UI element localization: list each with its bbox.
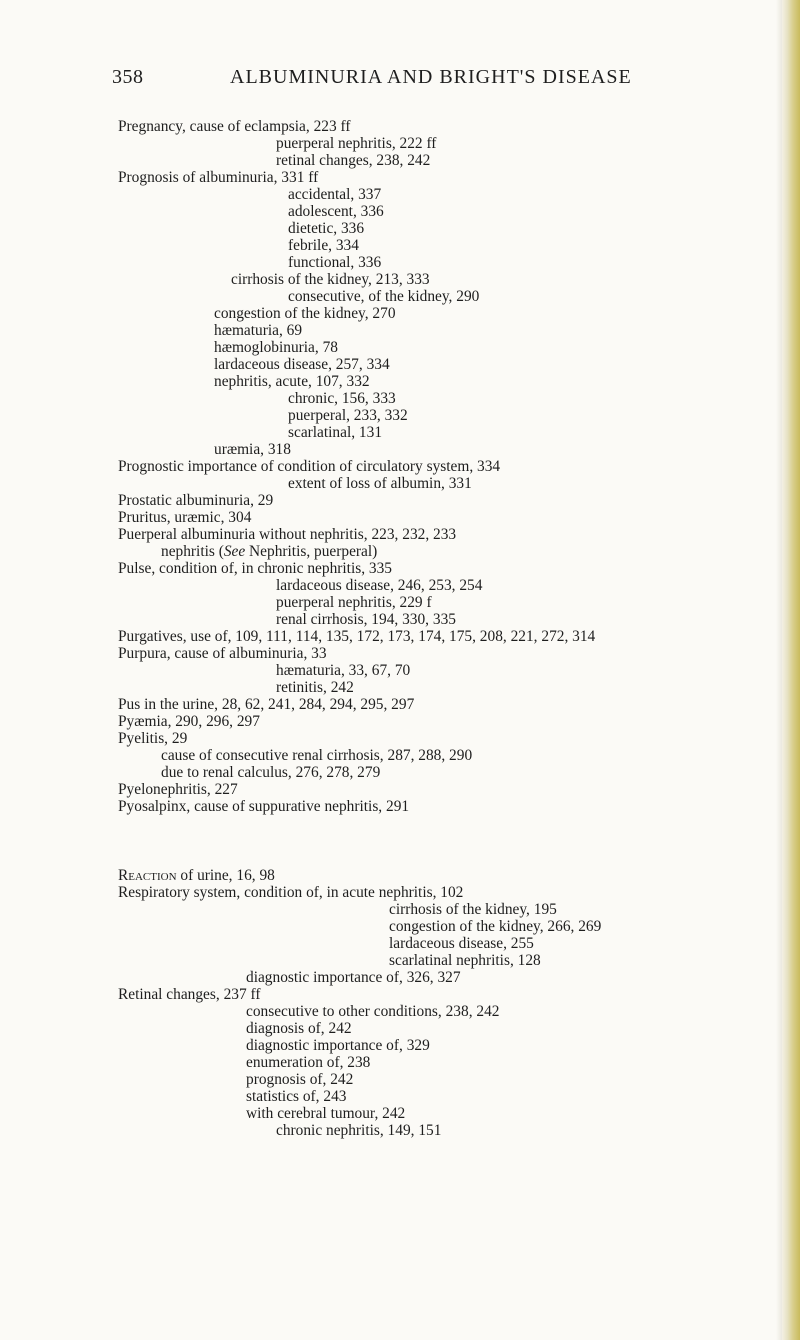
index-subentry: with cerebral tumour, 242 [246, 1105, 406, 1122]
index-entry: Puerperal albuminuria without nephritis, 223, 232, 233 [118, 526, 457, 543]
index-subentry: puerperal nephritis, 229 f [276, 594, 432, 611]
index-subentry: puerperal nephritis, 222 ff [276, 135, 437, 152]
index-entry: Purgatives, use of, 109, 111, 114, 135, 172, 173, 174, 175, 208, 221, 272, 314 [118, 628, 596, 645]
index-subentry: hæmaturia, 69 [214, 322, 303, 339]
index-subentry: accidental, 337 [288, 186, 382, 203]
index-subentry: due to renal calculus, 276, 278, 279 [161, 764, 381, 781]
see-suffix: Nephritis, puerperal) [245, 543, 378, 560]
section-gap [0, 815, 780, 841]
index-subentry: congestion of the kidney, 266, 269 [389, 918, 602, 935]
index-subentry: scarlatinal, 131 [288, 424, 383, 441]
index-subentry: lardaceous disease, 255 [389, 935, 534, 952]
index-subentry: diagnostic importance of, 329 [246, 1037, 430, 1054]
index-subentry: adolescent, 336 [288, 203, 384, 220]
index-subentry: hæmaturia, 33, 67, 70 [276, 662, 411, 679]
index-subentry: diagnosis of, 242 [246, 1020, 352, 1037]
index-subentry: consecutive, of the kidney, 290 [288, 288, 480, 305]
index-subentry: hæmoglobinuria, 78 [214, 339, 338, 356]
index-entry: Pruritus, uræmic, 304 [118, 509, 252, 526]
index-entry: Pus in the urine, 28, 62, 241, 284, 294, 295, 297 [118, 696, 415, 713]
index-subentry: cause of consecutive renal cirrhosis, 287, 288, 290 [161, 747, 473, 764]
index-entry: Prostatic albuminuria, 29 [118, 492, 274, 509]
index-entry: Retinal changes, 237 ff [118, 986, 261, 1003]
index-entry: Pyæmia, 290, 296, 297 [118, 713, 260, 730]
index-subentry: cirrhosis of the kidney, 195 [389, 901, 557, 918]
index-entry: Prognostic importance of condition of circulatory system, 334 [118, 458, 501, 475]
index-subentry: lardaceous disease, 257, 334 [214, 356, 390, 373]
index-subentry: prognosis of, 242 [246, 1071, 354, 1088]
index-entry: Respiratory system, condition of, in acute nephritis, 102 [118, 884, 464, 901]
index-subentry: chronic, 156, 333 [288, 390, 396, 407]
index-subentry: puerperal, 233, 332 [288, 407, 408, 424]
index-subentry [0, 543, 780, 560]
index-entry: Pyosalpinx, cause of suppurative nephritis, 291 [118, 798, 410, 815]
index-subentry: retinal changes, 238, 242 [276, 152, 431, 169]
index-subentry: statistics of, 243 [246, 1088, 347, 1105]
running-header [112, 66, 632, 94]
index-entry: Pulse, condition of, in chronic nephritis, 335 [118, 560, 393, 577]
page-edge [782, 0, 800, 1340]
index-subentry: functional, 336 [288, 254, 382, 271]
see-reference: See [223, 543, 246, 560]
index-subentry: renal cirrhosis, 194, 330, 335 [276, 611, 456, 628]
index-subentry: nephritis, acute, 107, 332 [214, 373, 370, 390]
index-subentry: cirrhosis of the kidney, 213, 333 [231, 271, 430, 288]
index-entry: Pregnancy, cause of eclampsia, 223 ff [118, 118, 351, 135]
section-gap [0, 841, 780, 867]
index-subentry: febrile, 334 [288, 237, 359, 254]
index-entry: Pyelitis, 29 [118, 730, 188, 747]
index-subentry: uræmia, 318 [214, 441, 291, 458]
index-entry [0, 867, 780, 884]
index-entry: Pyelonephritis, 227 [118, 781, 238, 798]
page-number: 358 [112, 66, 144, 88]
index-entries [0, 118, 780, 1139]
index-subentry: diagnostic importance of, 326, 327 [246, 969, 461, 986]
index-subentry: retinitis, 242 [276, 679, 354, 696]
index-subentry: consecutive to other conditions, 238, 242 [246, 1003, 500, 1020]
index-entry: Prognosis of albuminuria, 331 ff [118, 169, 319, 186]
running-title: ALBUMINURIA AND BRIGHT'S DISEASE [230, 66, 632, 88]
index-subentry: lardaceous disease, 246, 253, 254 [276, 577, 483, 594]
index-subentry: scarlatinal nephritis, 128 [389, 952, 541, 969]
see-prefix: nephritis ( [161, 543, 224, 560]
index-subentry: congestion of the kidney, 270 [214, 305, 396, 322]
index-entry: Purpura, cause of albuminuria, 33 [118, 645, 327, 662]
index-subentry: chronic nephritis, 149, 151 [276, 1122, 442, 1139]
reaction-initial: R [118, 867, 129, 884]
index-subentry: dietetic, 336 [288, 220, 365, 237]
index-subentry: extent of loss of albumin, 331 [288, 475, 472, 492]
reaction-word: eaction [128, 867, 177, 884]
index-subentry: enumeration of, 238 [246, 1054, 371, 1071]
reaction-rest: of urine, 16, 98 [176, 867, 275, 884]
